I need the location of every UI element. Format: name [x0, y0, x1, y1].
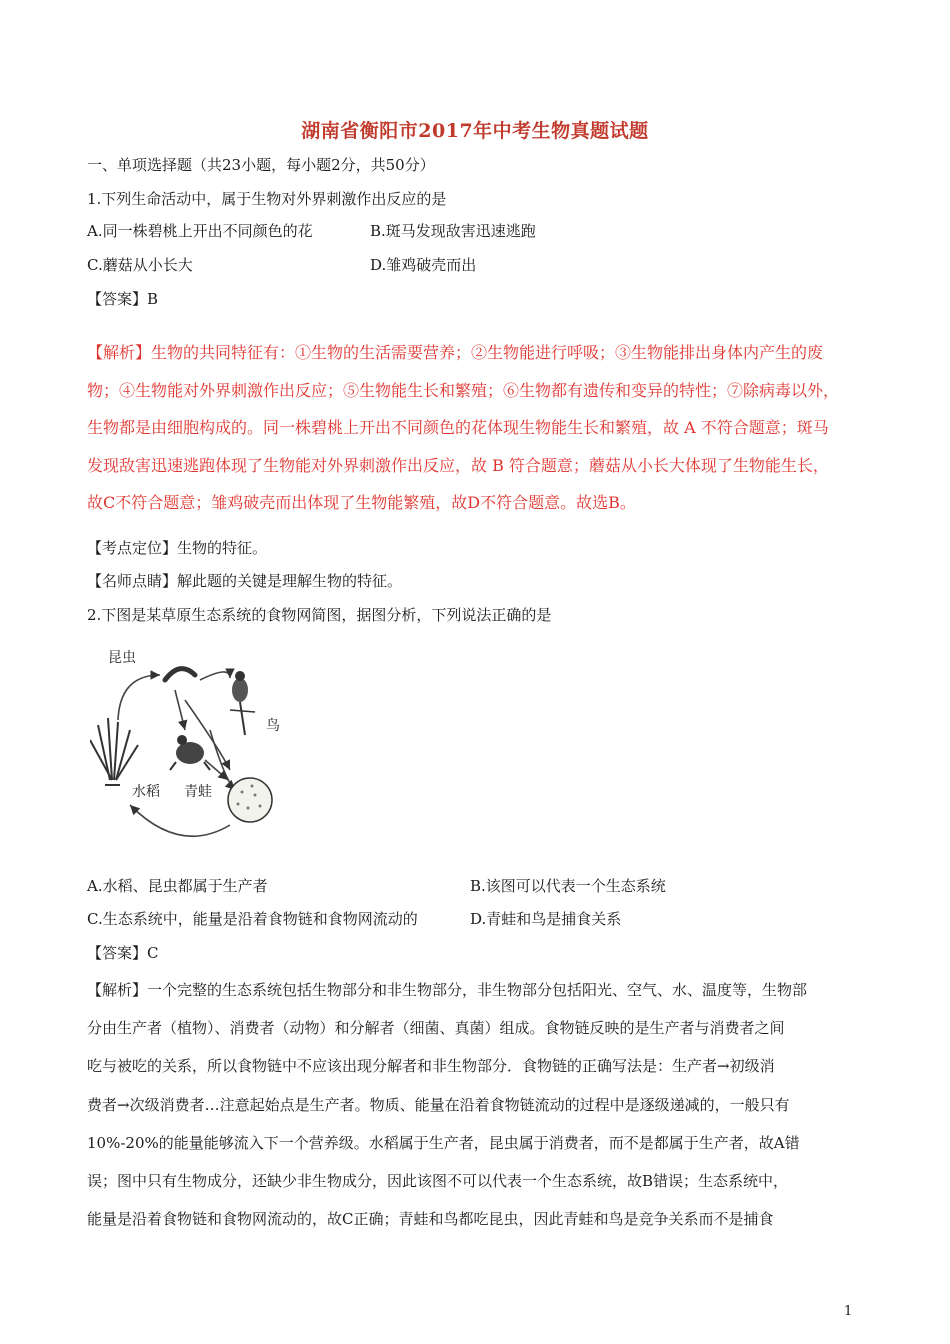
q2-option-a: A.水稻、昆虫都属于生产者: [87, 877, 268, 895]
q2-analysis-line: 吃与被吃的关系，所以食物链中不应该出现分解者和非生物部分．食物链的正确写法是：生产者→初级消: [87, 1057, 775, 1076]
decomposer-icon: [228, 778, 272, 822]
q2-option-d: D.青蛙和鸟是捕食关系: [470, 910, 622, 928]
q1-option-a: A.同一株碧桃上开出不同颜色的花: [87, 222, 313, 240]
arrow-bird-to-decomposer: [210, 730, 235, 790]
q2-analysis-line: 10%-20%的能量能够流入下一个营养级。水稻属于生产者，昆虫属于消费者，而不是都属于生产者，故A错: [87, 1133, 800, 1152]
rice-icon: [90, 718, 138, 785]
label-insect: 昆虫: [108, 650, 136, 666]
q1-analysis-line: 生物都是由细胞构成的。同一株碧桃上开出不同颜色的花体现生物能生长和繁殖，故 A 不符合题意；斑马: [87, 418, 829, 437]
bird-icon: [230, 671, 255, 735]
page-number: 1: [844, 1304, 853, 1319]
q2-analysis: [87, 971, 877, 1238]
label-rice: 水稻: [132, 784, 160, 800]
section-heading: 一、单项选择题（共23小题，每小题2分，共50分）: [87, 156, 435, 174]
q1-kaodian: 【考点定位】生物的特征。: [87, 539, 268, 557]
q1-analysis-line: 发现敌害迅速逃跑体现了生物能对外界刺激作出反应，故 B 符合题意；蘑菇从小长大体现了生物能生长，: [87, 455, 829, 475]
q1-analysis: [87, 334, 877, 522]
q2-analysis-line: 能量是沿着食物链和食物网流动的，故C正确；青蛙和鸟都吃昆虫，因此青蛙和鸟是竞争关系而不是捕食: [87, 1210, 774, 1229]
q2-analysis-line: 分由生产者（植物）、消费者（动物）和分解者（细菌、真菌）组成。食物链反映的是生产者与消费者之间: [87, 1019, 785, 1038]
label-frog: 青蛙: [184, 784, 212, 800]
q1-answer: 【答案】B: [87, 290, 159, 308]
arrow-decomposer-to-rice: [130, 805, 230, 836]
q1-option-c: C.蘑菇从小长大: [87, 256, 193, 274]
q1-option-b: B.斑马发现敌害迅速逃跑: [370, 222, 536, 240]
label-bird: 鸟: [266, 718, 280, 734]
insect-icon: [165, 669, 195, 680]
q1-analysis-line: 【解析】生物的共同特征有：①生物的生活需要营养；②生物能进行呼吸；③生物能排出身体内产生的废: [87, 343, 824, 362]
q1-mingshi: 【名师点睛】解此题的关键是理解生物的特征。: [87, 572, 403, 590]
q1-analysis-line: 物；④生物能对外界刺激作出反应；⑤生物能生长和繁殖；⑥生物都有遗传和变异的特性；⑦除病毒以外，: [87, 380, 840, 400]
q1-option-d: D.雏鸡破壳而出: [370, 256, 477, 274]
q2-option-c: C.生态系统中，能量是沿着食物链和食物网流动的: [87, 910, 418, 928]
food-web-diagram: [90, 640, 290, 840]
frog-icon: [170, 735, 210, 770]
arrow-insect-to-bird: [200, 672, 230, 680]
q2-option-b: B.该图可以代表一个生态系统: [470, 877, 666, 895]
arrow-rice-to-insect: [118, 675, 160, 720]
q1-analysis-line: 故C不符合题意；雏鸡破壳而出体现了生物能繁殖，故D不符合题意。故选B。: [87, 493, 636, 512]
q2-analysis-line: 误；图中只有生物成分，还缺少非生物成分，因此该图不可以代表一个生态系统，故B错误；生态系统中，: [87, 1172, 789, 1191]
q2-answer: 【答案】C: [87, 944, 159, 962]
q2-analysis-line: 【解析】一个完整的生态系统包括生物部分和非生物部分，非生物部分包括阳光、空气、水、温度等，生物部: [87, 981, 808, 999]
page-title: 湖南省衡阳市2017年中考生物真题试题: [301, 120, 649, 142]
q2-stem: 2.下图是某草原生态系统的食物网简图，据图分析，下列说法正确的是: [87, 606, 552, 624]
q2-analysis-line: 费者→次级消费者…注意起始点是生产者。物质、能量在沿着食物链流动的过程中是逐级递减的，一般只有: [87, 1095, 790, 1114]
arrow-insect-to-frog: [175, 690, 185, 730]
q1-stem: 1.下列生命活动中，属于生物对外界刺激作出反应的是: [87, 190, 447, 208]
